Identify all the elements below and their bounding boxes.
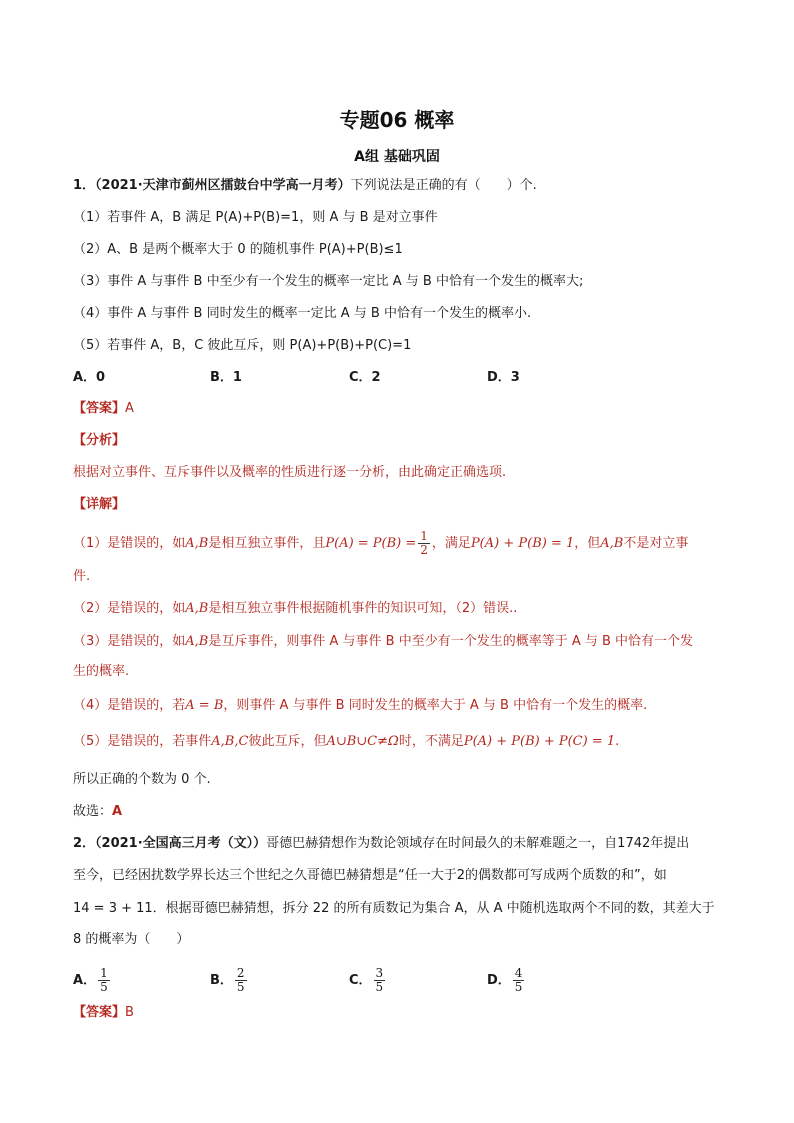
math-expr: A,B [185,601,209,616]
page-title: 专题06 概率 [339,108,455,132]
q2-option-c [349,967,387,994]
q1-detail-3-cont: 生的概率. [73,664,130,679]
fraction-numerator: 1 [100,966,108,980]
detail-text: 是相互独立事件，且 [208,536,326,551]
q1-option-d: D．3 [487,370,520,385]
q2-stem-line-3: 14 = 3 + 11．根据哥德巴赫猜想，拆分 22 的所有质数记为集合 A，从 A 中随机选取两个不同的数，其差大于 [73,901,715,916]
math-expr: A = B [185,698,224,713]
detail-text: （3）是错误的，如 [73,634,186,649]
detail-tag-text: 【详解】 [73,497,126,512]
option-letter: D． [487,973,511,988]
q1-statement-5: （5）若事件 A，B，C 彼此互斥，则 P(A)+P(B)+P(C)=1 [73,338,412,353]
detail-text: （1）是错误的，如 [73,536,186,551]
detail-text: ，但 [574,536,601,551]
q2-option-a [73,967,112,994]
detail-text: 不是对立事 [623,536,689,551]
q1-number: 1． [73,178,96,193]
math-expr: A∪B∪C≠Ω [326,734,399,749]
math-expr: A,B [185,634,209,649]
q1-answer: A [125,401,134,416]
q2-option-d [487,967,526,994]
q1-answer-line [73,399,134,419]
q2-option-b [210,967,249,994]
option-fraction [98,967,110,994]
q1-source: （2021·天津市蓟州区擂鼓台中学高一月考） [95,178,351,193]
q1-detail-3 [73,632,693,652]
q1-statement-2: （2）A、B 是两个概率大于 0 的随机事件 P(A)+P(B)≤1 [73,242,403,257]
detail-text: . [615,734,620,749]
q1-analysis: 根据对立事件、互斥事件以及概率的性质进行逐一分析，由此确定正确选项. [73,465,507,480]
q1-detail-tag [73,495,125,515]
choose-label: 故选： [73,804,113,819]
q1-detail-4 [73,696,647,716]
fraction-denominator: 5 [100,980,108,994]
math-expr: P(A) + P(B) + P(C) = 1 [463,734,616,749]
detail-text: ，则事件 A 与事件 B 同时发生的概率大于 A 与 B 中恰有一个发生的概率. [223,698,648,713]
q2-answer: B [125,1005,134,1020]
option-letter: A． [73,973,97,988]
q2-stem-line-1 [73,834,689,854]
q1-detail-1 [73,530,688,557]
detail-text: 是相互独立事件根据随机事件的知识可知，（2）错误.. [208,601,518,616]
fraction-numerator: 3 [375,966,384,980]
q1-detail-1-cont: 件. [73,569,91,584]
fraction-numerator: 2 [236,966,245,980]
q1-stem: 下列说法是正确的有（ ）个. [350,178,537,193]
detail-text: 时，不满足 [398,734,464,749]
option-fraction [374,967,386,994]
section-subtitle: A组 基础巩固 [354,149,440,165]
q1-option-c: C．2 [349,370,381,385]
q1-stem-line [73,176,537,196]
fraction-denominator: 5 [514,980,523,994]
q1-statement-4: （4）事件 A 与事件 B 同时发生的概率一定比 A 与 B 中恰有一个发生的概率小. [73,306,532,321]
detail-text: 彼此互斥，但 [248,734,327,749]
fraction-denominator: 2 [420,543,428,557]
math-expr: A,B,C [211,734,249,749]
q2-stem-text: 哥德巴赫猜想作为数论领域存在时间最久的未解难题之一，自1742年提出 [266,836,690,851]
math-expr: A,B [185,536,209,551]
detail-text: （2）是错误的，如 [73,601,186,616]
math-expr: P(A) = P(B) = [325,536,417,551]
detail-text: 是互斥事件，则事件 A 与事件 B 中至少有一个发生的概率等于 A 与 B 中恰有一个发 [208,634,694,649]
q2-stem-line-2: 至今，已经困扰数学界长达三个世纪之久哥德巴赫猜想是“任一大于2的偶数都可写成两个质数的和”，如 [73,868,667,883]
detail-text: （4）是错误的，若 [73,698,186,713]
q1-statement-3: （3）事件 A 与事件 B 中至少有一个发生的概率一定比 A 与 B 中恰有一个发生的概率大; [73,274,584,289]
fraction-numerator: 4 [514,966,523,980]
q1-conclusion: 所以正确的个数为 0 个. [73,772,211,787]
q2-answer-line [73,1003,134,1023]
analysis-tag-text: 【分析】 [73,433,126,448]
q1-choose-line [73,802,122,822]
q1-detail-5 [73,732,619,752]
fraction-numerator: 1 [420,529,428,543]
option-fraction [235,967,247,994]
detail-text: ，满足 [431,536,471,551]
q1-option-a: A．0 [73,370,106,385]
detail-text: （5）是错误的，若事件 [73,734,212,749]
fraction-one-half [418,530,430,557]
q2-answer-tag: 【答案】 [73,1005,126,1020]
option-letter: C． [349,973,372,988]
q2-number: 2． [73,836,96,851]
math-expr: P(A) + P(B) = 1 [470,536,575,551]
q1-option-b: B．1 [210,370,242,385]
q1-detail-2 [73,599,517,619]
option-letter: B． [210,973,233,988]
q1-statement-1: （1）若事件 A，B 满足 P(A)+P(B)=1，则 A 与 B 是对立事件 [73,210,438,225]
option-fraction [513,967,525,994]
fraction-denominator: 5 [236,980,245,994]
q1-analysis-tag [73,431,125,451]
math-expr: A,B [600,536,624,551]
q1-answer-tag: 【答案】 [73,401,126,416]
fraction-denominator: 5 [375,980,384,994]
choose-value: A [112,804,123,819]
q2-source: （2021·全国高三月考（文）） [95,836,267,851]
q2-stem-line-4: 8 的概率为（ ） [73,932,190,947]
